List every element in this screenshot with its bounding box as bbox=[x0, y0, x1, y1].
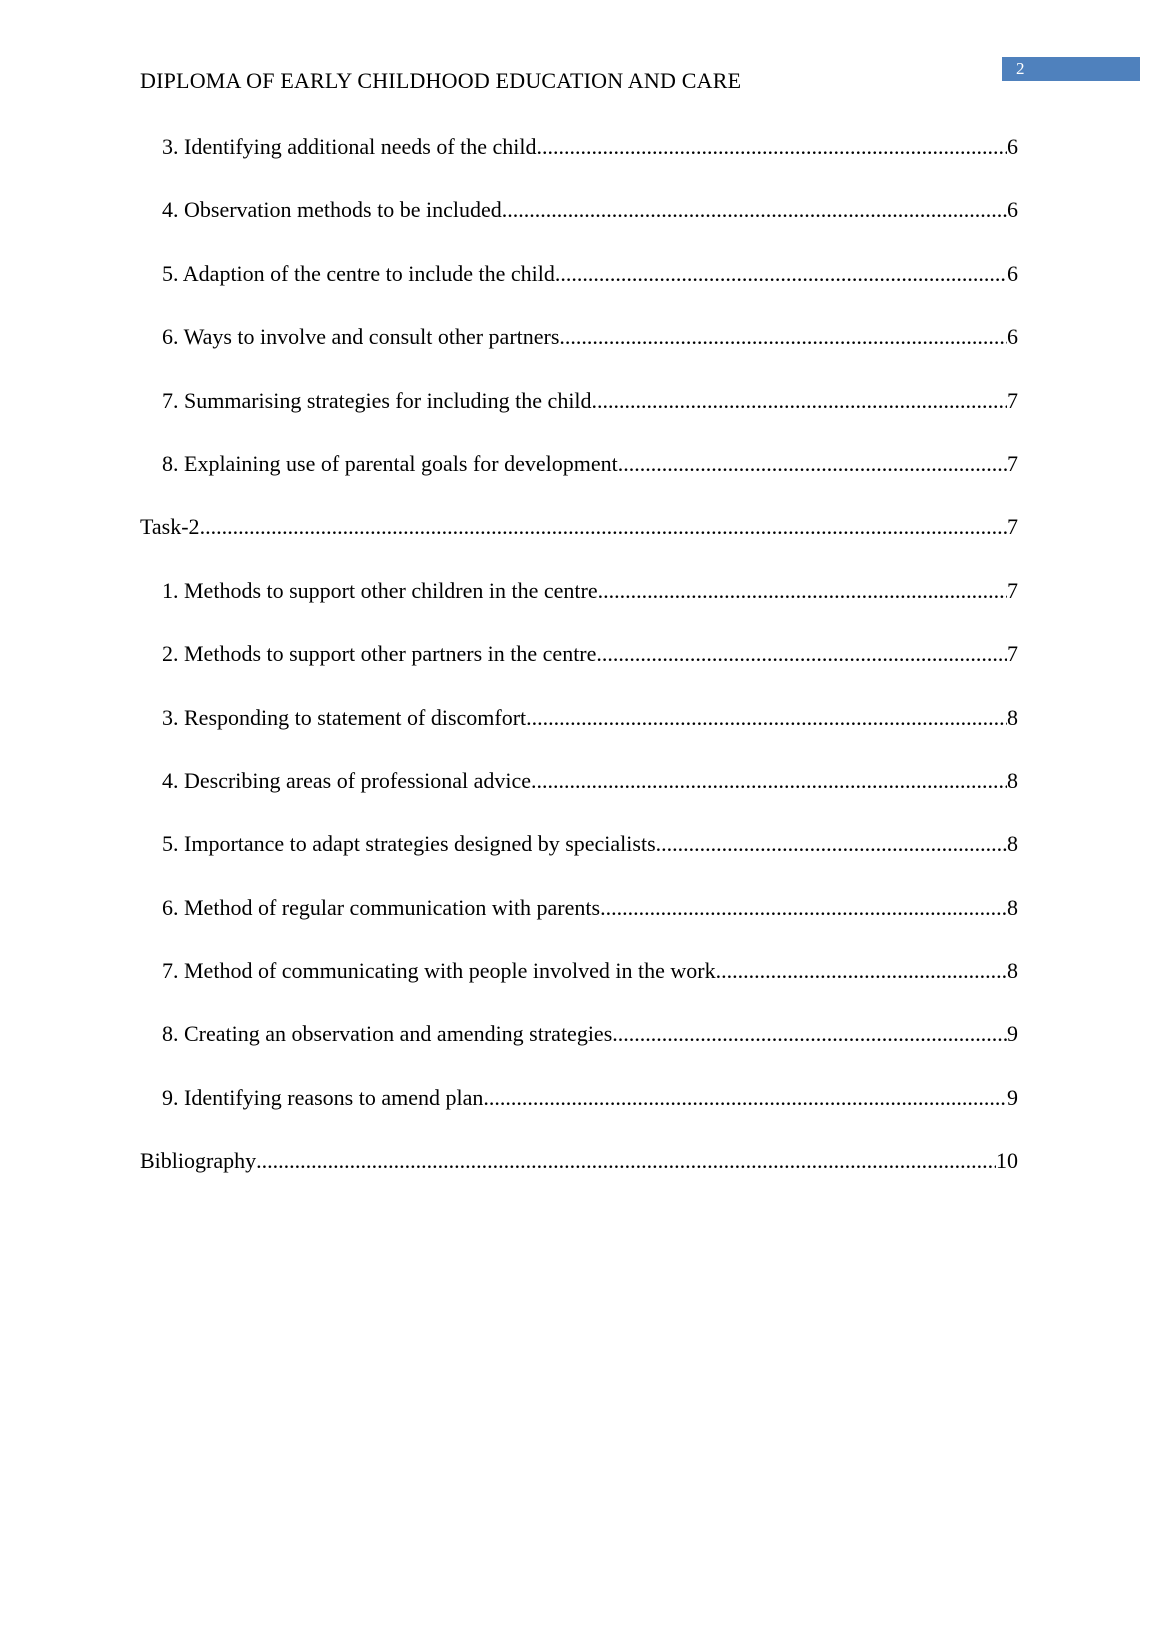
toc-entry[interactable] bbox=[140, 895, 1018, 958]
toc-entry-page: 6 bbox=[1007, 260, 1018, 286]
dot-leader bbox=[559, 324, 1007, 350]
toc-entry-page: 7 bbox=[1007, 387, 1018, 413]
toc-entry-text: 8. Creating an observation and amending strategies bbox=[162, 1021, 613, 1047]
dot-leader bbox=[555, 261, 1007, 287]
table-of-contents bbox=[140, 134, 1018, 1212]
toc-entry-page: 6 bbox=[1007, 134, 1018, 159]
dot-leader bbox=[200, 514, 1007, 540]
toc-entry[interactable] bbox=[140, 578, 1018, 641]
toc-entry-page: 7 bbox=[1007, 514, 1018, 540]
toc-entry-page: 6 bbox=[1007, 197, 1018, 223]
toc-entry[interactable] bbox=[140, 324, 1018, 387]
toc-entry-page: 7 bbox=[1007, 641, 1018, 667]
dot-leader bbox=[592, 388, 1007, 414]
toc-entry[interactable] bbox=[140, 705, 1018, 768]
dot-leader bbox=[531, 768, 1007, 794]
toc-entry[interactable] bbox=[140, 768, 1018, 831]
page-header-title: DIPLOMA OF EARLY CHILDHOOD EDUCATION AND CARE bbox=[140, 68, 742, 93]
toc-entry-page: 8 bbox=[1007, 894, 1018, 920]
toc-entry[interactable] bbox=[140, 641, 1018, 704]
toc-entry[interactable] bbox=[140, 958, 1018, 1021]
toc-entry[interactable] bbox=[140, 261, 1018, 324]
toc-entry-text: 3. Identifying additional needs of the child bbox=[162, 134, 537, 159]
toc-entry-page: 6 bbox=[1007, 324, 1018, 350]
toc-entry-page: 10 bbox=[996, 1148, 1018, 1174]
toc-entry-page: 7 bbox=[1007, 577, 1018, 603]
dot-leader bbox=[598, 578, 1007, 604]
toc-entry-page: 9 bbox=[1007, 1084, 1018, 1110]
toc-entry-page: 8 bbox=[1007, 831, 1018, 857]
toc-entry-text: 4. Describing areas of professional advice bbox=[162, 767, 531, 793]
toc-entry[interactable] bbox=[140, 388, 1018, 451]
toc-entry-text: 2. Methods to support other partners in the centre bbox=[162, 641, 597, 667]
toc-entry-text: 3. Responding to statement of discomfort bbox=[162, 704, 527, 730]
dot-leader bbox=[600, 895, 1007, 921]
toc-entry[interactable] bbox=[140, 1021, 1018, 1084]
toc-entry-text: 5. Importance to adapt strategies designed by specialists bbox=[162, 831, 656, 857]
dot-leader bbox=[596, 641, 1007, 667]
toc-entry-text: 9. Identifying reasons to amend plan bbox=[162, 1084, 484, 1110]
toc-entry[interactable] bbox=[140, 1085, 1018, 1148]
dot-leader bbox=[256, 1148, 996, 1174]
toc-entry-page: 9 bbox=[1007, 1021, 1018, 1047]
toc-entry[interactable] bbox=[140, 451, 1018, 514]
toc-entry-page: 8 bbox=[1007, 704, 1018, 730]
page-number-badge: 2 bbox=[1002, 57, 1140, 81]
toc-entry-text: 8. Explaining use of parental goals for development bbox=[162, 450, 618, 476]
dot-leader bbox=[537, 134, 1007, 160]
toc-entry-text: 7. Summarising strategies for including the child bbox=[162, 387, 592, 413]
toc-entry-text: 6. Ways to involve and consult other partners bbox=[162, 324, 560, 350]
toc-entry-text: 5. Adaption of the centre to include the child bbox=[162, 260, 555, 286]
toc-entry-text: 6. Method of regular communication with parents bbox=[162, 894, 601, 920]
dot-leader bbox=[483, 1085, 1007, 1111]
toc-entry-task-2[interactable] bbox=[140, 514, 1018, 577]
toc-entry-text: 1. Methods to support other children in the centre bbox=[162, 577, 598, 603]
dot-leader bbox=[618, 451, 1007, 477]
dot-leader bbox=[656, 831, 1007, 857]
toc-entry[interactable] bbox=[140, 831, 1018, 894]
toc-entry-page: 8 bbox=[1007, 767, 1018, 793]
toc-entry-text: 4. Observation methods to be included bbox=[162, 197, 502, 223]
toc-entry[interactable] bbox=[140, 134, 1018, 197]
toc-entry-text: 7. Method of communicating with people involved in the work bbox=[162, 958, 716, 984]
toc-entry-text: Task-2 bbox=[140, 514, 200, 540]
toc-entry-text: Bibliography bbox=[140, 1148, 257, 1174]
dot-leader bbox=[716, 958, 1007, 984]
toc-entry-page: 7 bbox=[1007, 450, 1018, 476]
dot-leader bbox=[502, 197, 1007, 223]
dot-leader bbox=[612, 1021, 1007, 1047]
dot-leader bbox=[526, 705, 1007, 731]
toc-entry[interactable] bbox=[140, 197, 1018, 260]
toc-entry-bibliography[interactable] bbox=[140, 1148, 1018, 1211]
toc-entry-page: 8 bbox=[1007, 958, 1018, 984]
